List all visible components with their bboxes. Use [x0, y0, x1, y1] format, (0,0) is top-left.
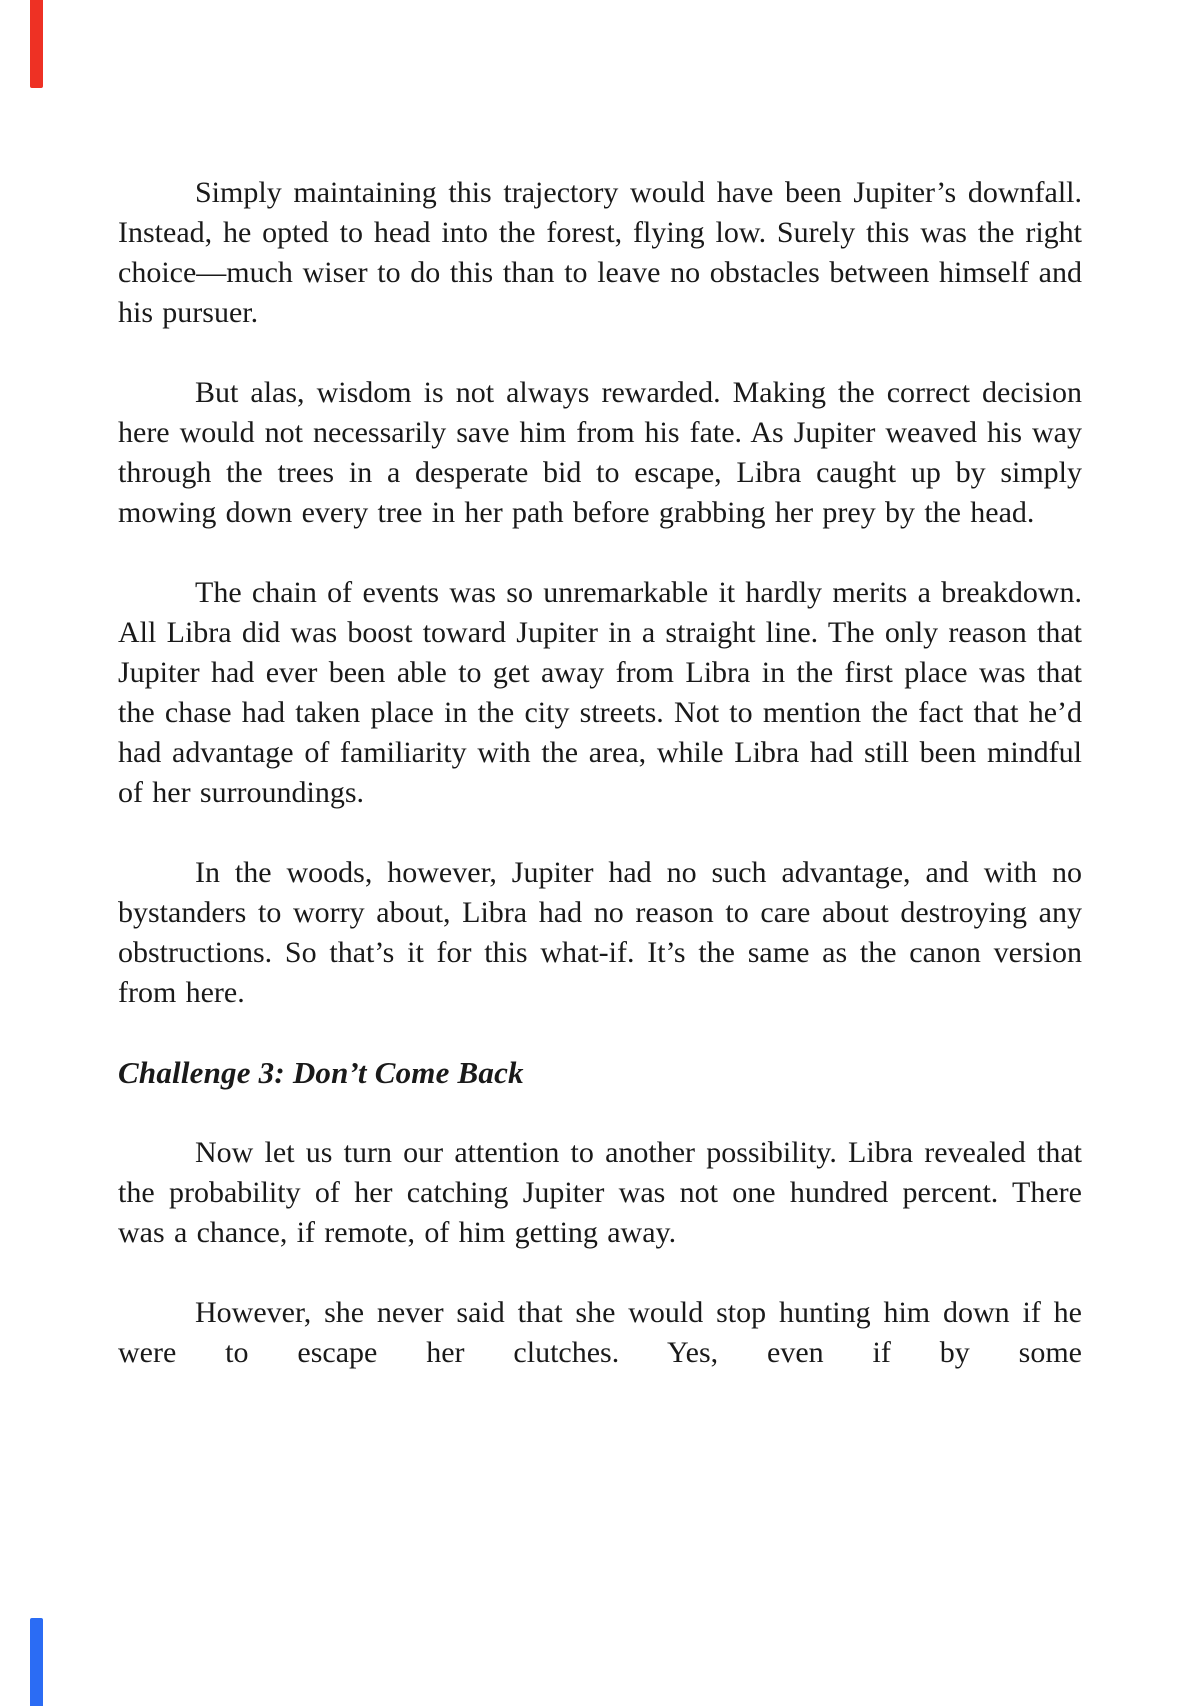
body-paragraph: But alas, wisdom is not always rewarded. Making the correct decision here would not necessarily save him from his fate. As Jupiter weaved his way through the trees in a desperate bid to escape, Libra caught up by simply mowing down every tree in her path before grabbing her prey by the head.: [118, 376, 1082, 529]
page-edge-marker-top: [30, 0, 43, 88]
page-edge-marker-bottom: [30, 1618, 43, 1706]
body-paragraph: Simply maintaining this trajectory would have been Jupiter’s downfall. Instead, he opted to head into the forest, flying low. Surely this was the right choice—much wiser to do this than to leave no obstacles between himself and his pursuer.: [118, 176, 1082, 329]
body-paragraph: In the woods, however, Jupiter had no such advantage, and with no bystanders to worry about, Libra had no reason to care about destroying any obstructions. So that’s it for this what-if. It’s the same as the canon version from here.: [118, 856, 1082, 1009]
body-paragraph: Now let us turn our attention to another possibility. Libra revealed that the probability of her catching Jupiter was not one hundred percent. There was a chance, if remote, of him getting away.: [118, 1136, 1082, 1249]
section-heading: Challenge 3: Don’t Come Back: [118, 1055, 524, 1090]
body-paragraph: The chain of events was so unremarkable it hardly merits a breakdown. All Libra did was boost toward Jupiter in a straight line. The only reason that Jupiter had ever been able to get away from Libra in the first place was that the chase had taken place in the city streets. Not to mention the fact that he’d had advantage of familiarity with the area, while Libra had still been mindful of her surroundings.: [118, 576, 1082, 809]
body-paragraph: However, she never said that she would stop hunting him down if he were to escape her clutches. Yes, even if by some: [118, 1296, 1082, 1369]
text-column: [118, 173, 1082, 1413]
